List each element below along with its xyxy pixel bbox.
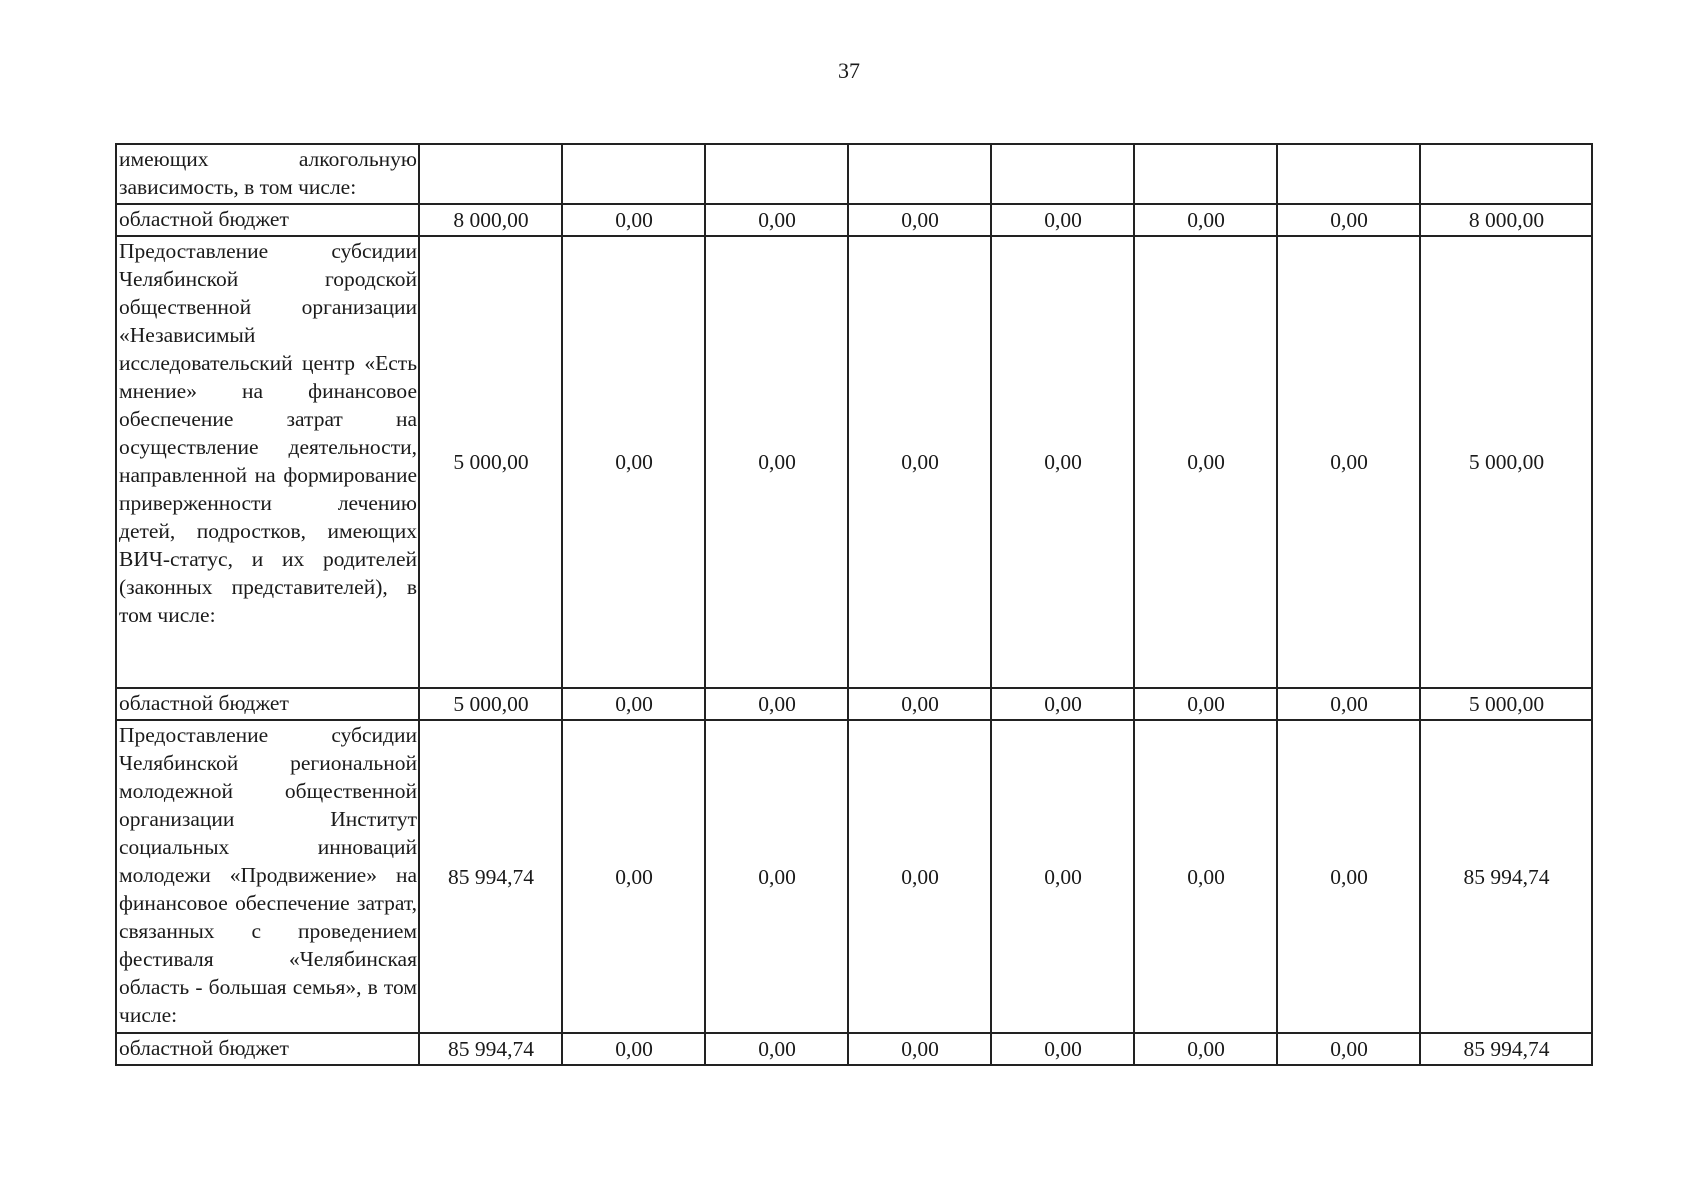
cell-value: [562, 144, 705, 204]
cell-value: 0,00: [848, 1033, 991, 1065]
row-description: областной бюджет: [116, 688, 419, 720]
cell-value: 0,00: [562, 720, 705, 1033]
cell-value: 0,00: [562, 204, 705, 236]
cell-total: [1420, 144, 1592, 204]
cell-value: 0,00: [562, 688, 705, 720]
cell-value: [991, 144, 1134, 204]
cell-value: 0,00: [705, 688, 848, 720]
cell-value: 0,00: [991, 720, 1134, 1033]
cell-value: 0,00: [705, 204, 848, 236]
table-row: [116, 688, 1592, 720]
cell-value: 0,00: [848, 236, 991, 688]
cell-value: 5 000,00: [419, 688, 562, 720]
table-row: [116, 236, 1592, 688]
table-row: [116, 204, 1592, 236]
cell-value: [419, 144, 562, 204]
cell-value: 0,00: [991, 688, 1134, 720]
cell-value: 0,00: [1277, 204, 1420, 236]
cell-value: 0,00: [1277, 688, 1420, 720]
budget-table-body: [116, 144, 1592, 1065]
cell-total: 85 994,74: [1420, 720, 1592, 1033]
cell-value: 0,00: [562, 1033, 705, 1065]
cell-value: 0,00: [848, 720, 991, 1033]
cell-value: [705, 144, 848, 204]
row-description: Предоставление субсидии Челябинской городской общественной организации «Независимый исследовательский центр «Есть мнение» на финансовое обеспечение затрат на осуществление деятельности, направленной на формирование приверженности лечению детей, подростков, имеющих ВИЧ-статус, и их родителей (законных представителей), в том числе:: [116, 236, 419, 688]
table-row: [116, 1033, 1592, 1065]
cell-value: 0,00: [705, 1033, 848, 1065]
cell-value: 8 000,00: [419, 204, 562, 236]
cell-total: 5 000,00: [1420, 236, 1592, 688]
cell-value: 0,00: [562, 236, 705, 688]
table-row: [116, 144, 1592, 204]
cell-value: 0,00: [991, 204, 1134, 236]
cell-value: 0,00: [991, 236, 1134, 688]
cell-value: [1277, 144, 1420, 204]
cell-value: 0,00: [1277, 1033, 1420, 1065]
cell-value: 0,00: [705, 236, 848, 688]
row-description: областной бюджет: [116, 204, 419, 236]
page-number: 37: [838, 58, 860, 83]
cell-value: 0,00: [1134, 688, 1277, 720]
budget-table: [115, 143, 1593, 1066]
cell-value: 5 000,00: [419, 236, 562, 688]
row-description: Предоставление субсидии Челябинской региональной молодежной общественной организации Институт социальных инноваций молодежи «Продвижение» на финансовое обеспечение затрат, связанных с проведением фестиваля «Челябинская область - большая семья», в том числе:: [116, 720, 419, 1033]
cell-value: 0,00: [848, 204, 991, 236]
row-description: имеющих алкогольную зависимость, в том числе:: [116, 144, 419, 204]
cell-value: 0,00: [1134, 204, 1277, 236]
table-row: [116, 720, 1592, 1033]
cell-total: 5 000,00: [1420, 688, 1592, 720]
cell-value: 0,00: [705, 720, 848, 1033]
row-description: областной бюджет: [116, 1033, 419, 1065]
cell-value: 85 994,74: [419, 720, 562, 1033]
cell-total: 8 000,00: [1420, 204, 1592, 236]
cell-value: 0,00: [1277, 236, 1420, 688]
cell-value: 0,00: [991, 1033, 1134, 1065]
cell-value: 0,00: [1277, 720, 1420, 1033]
cell-value: 0,00: [1134, 236, 1277, 688]
cell-value: [848, 144, 991, 204]
cell-total: 85 994,74: [1420, 1033, 1592, 1065]
cell-value: 0,00: [848, 688, 991, 720]
cell-value: 0,00: [1134, 720, 1277, 1033]
cell-value: 0,00: [1134, 1033, 1277, 1065]
cell-value: [1134, 144, 1277, 204]
cell-value: 85 994,74: [419, 1033, 562, 1065]
